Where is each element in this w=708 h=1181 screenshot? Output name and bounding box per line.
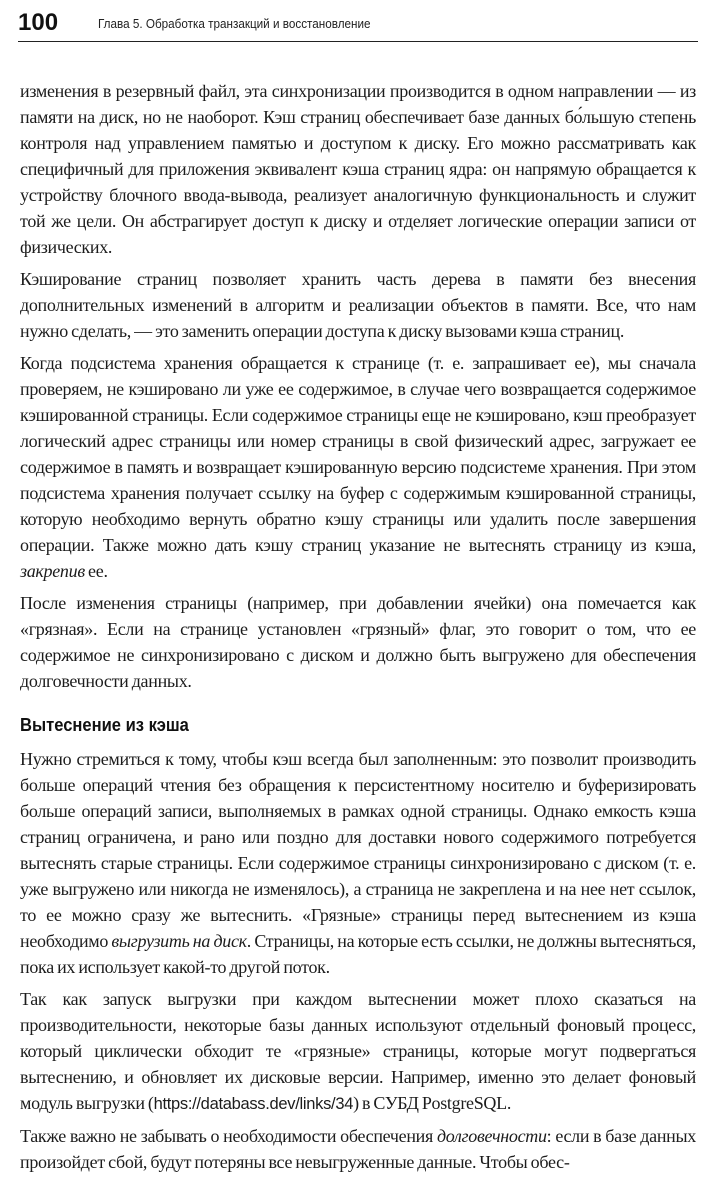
- emphasis-term: выгрузить на диск: [111, 931, 247, 951]
- section-paragraph-2: [20, 986, 696, 1117]
- section-paragraph-2-tail: ) в СУБД PostgreSQL.: [353, 1093, 512, 1113]
- reference-link[interactable]: https://databass.dev/links/34: [153, 1095, 354, 1113]
- section-paragraph-3-text: Также важно не забывать о необходимости обеспечения: [20, 1126, 437, 1146]
- paragraph-3: [20, 350, 696, 584]
- header-divider: [18, 41, 698, 42]
- section-paragraph-1-text: Нужно стремиться к тому, чтобы кэш всегда был заполненным: это позволит производить больше операций чтения без обращения к персистентному носителю и буферизировать больше операций записи, выполняемых в рамках одной страницы. Однако емкость кэша страниц ограничена, и рано или поздно для доставки нового содержимого потребуется вытеснять старые страницы. Если содержимое страницы синхронизировано с диском (т. е. уже выгружено или никогда не изменялось), а страница не закреплена и на нее нет ссылок, то ее можно сразу же вытеснить. «Грязные» страницы перед вытеснением из кэша необходимо: [20, 749, 696, 951]
- emphasis-term: закрепив: [20, 561, 85, 581]
- section-paragraph-1: [20, 746, 696, 980]
- paragraph-3-text: Когда подсистема хранения обращается к странице (т. е. запрашивает ее), мы сначала проверяем, не кэшировано ли уже ее содержимое, в случае чего возвращается содержимое кэшированной страницы. Если содержимое страницы еще не кэшировано, кэш преобразует логический адрес страницы или номер страницы в свой физический адрес, загружает ее содержимое в память и возвращает кэшированную версию подсистеме хранения. При этом подсистема хранения получает ссылку на буфер с содержимым кэшированной страницы, которую необходимо вернуть обратно кэшу страницы или удалить после завершения операции. Также можно дать кэшу страниц указание не вытеснять страницу из кэша,: [20, 353, 696, 555]
- paragraph-4: После изменения страницы (например, при добавлении ячейки) она помечается как «грязная». Если на странице установлен «грязный» флаг, это говорит о том, что ее содержимое не синхронизировано с диском и должно быть выгружено для обеспечения долговечности данных.: [20, 593, 696, 691]
- paragraph-2: Кэширование страниц позволяет хранить часть дерева в памяти без внесения дополнительных изменений в алгоритм и реализации объектов в памяти. Все, что нам нужно сделать, — это заменить операции доступа к диску вызовами кэша страниц.: [20, 269, 696, 341]
- page-header: [18, 8, 698, 40]
- page-body: [20, 78, 696, 1181]
- section-heading: Вытеснение из кэша: [20, 715, 189, 735]
- section-paragraph-3: [20, 1123, 696, 1175]
- paragraph-1: изменения в резервный файл, эта синхронизации производится в одном направлении — из памяти на диск, но не наоборот. Кэш страниц обеспечивает базе данных бо́льшую степень контроля над управлением памятью и доступом к диску. Его можно рассматривать как специфичный для приложения эквивалент кэша страниц ядра: он напрямую обращается к устройству блочного ввода-вывода, реализует аналогичную функциональность и служит той же цели. Он абстрагирует доступ к диску и отделяет логические операции записи от физических.: [20, 81, 696, 257]
- paragraph-3-tail: ее.: [84, 561, 108, 581]
- section-paragraph-3-tail: : если в базе данных произойдет сбой, будут потеряны все невыгруженные данные. Чтобы обес-: [20, 1126, 696, 1172]
- section-paragraph-2-text: Так как запуск выгрузки при каждом вытеснении может плохо сказаться на производительности, некоторые базы данных используют отдельный фоновый процесс, который циклически обходит те «грязные» страницы, которые могут подвергаться вытеснению, и обновляет их дисковые версии. Например, именно это делает фоновый модуль выгрузки (: [20, 989, 696, 1113]
- chapter-running-title: Глава 5. Обработка транзакций и восстановление: [98, 16, 371, 31]
- section-paragraph-1-tail: . Страницы, на которые есть ссылки, не должны вытесняться, пока их использует какой-то другой поток.: [20, 931, 696, 977]
- page-number: 100: [18, 9, 59, 36]
- emphasis-term: долговечности: [436, 1126, 547, 1146]
